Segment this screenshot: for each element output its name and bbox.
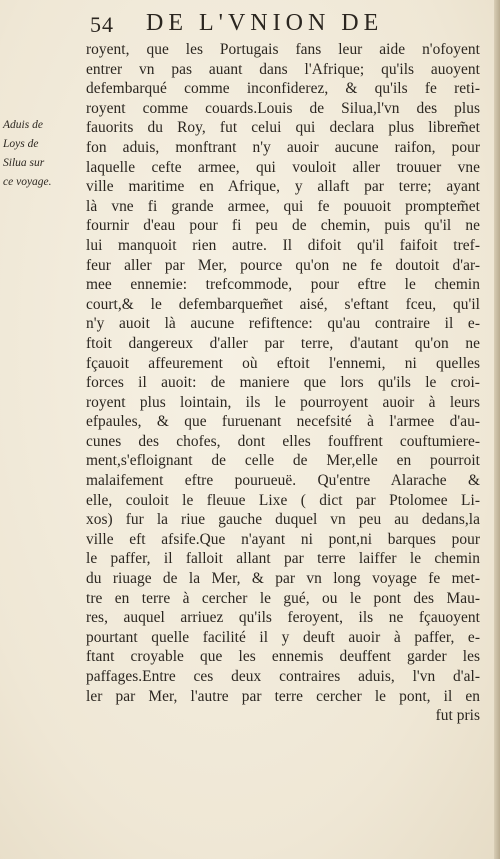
- text-line: court,& le defembarquem̃et aisé, s'eftant fceu, qu'il: [86, 295, 480, 313]
- text-line: fon aduis, monftrant n'y auoir aucune raifon, pour: [86, 138, 480, 156]
- text-line: là vne fi grande armee, qui fe pouuoit promptem̃et: [86, 197, 480, 215]
- page-header: [80, 6, 480, 44]
- text-line: feur aller par Mer, pource qu'on ne fe doutoit d'ar-: [86, 256, 480, 274]
- text-line: entrer vn pas auant dans l'Afrique; qu'ils auoyent: [86, 60, 480, 78]
- text-line: du riuage de la Mer, & par vn long voyage fe met-: [86, 570, 480, 588]
- text-line: fut pris: [435, 707, 480, 725]
- text-line: royent comme couards.Louis de Silua,l'vn des plus: [86, 99, 480, 117]
- text-line: efpaules, & que furuenant necefsité à l'armee d'au-: [86, 413, 480, 431]
- margin-note-line: Silua sur: [3, 157, 45, 169]
- text-line: lui manquoit rien autre. Il difoit qu'il faifoit tref-: [86, 236, 480, 254]
- margin-note-line: Loys de: [3, 138, 39, 150]
- text-line: ftant croyable que les ennemis deuffent garder les: [86, 648, 480, 666]
- text-line: xos) fur la riue gauche duquel vn peu au dedans,la: [86, 511, 480, 529]
- text-line: laquelle cefte armee, qui vouloit aller trouuer vne: [86, 158, 480, 176]
- text-line: ment,s'efloignant de celle de Mer,elle en pourroit: [86, 452, 480, 470]
- text-line: mee ennemie: trefcommode, pour eftre le chemin: [86, 276, 480, 294]
- text-line: royent, que les Portugais fans leur aide n'ofoyent: [86, 41, 480, 58]
- text-line: elle, couloit le fleuue Lixe ( dict par Ptolomee Li-: [86, 491, 480, 509]
- text-line: fçauoit affeurement où eftoit l'ennemi, ni quelles: [86, 354, 480, 372]
- text-line: cunes des chofes, dont elles fouffrent couftumiere-: [86, 432, 480, 450]
- running-head: DE L'VNION DE: [146, 10, 384, 36]
- text-line: paffages.Entre ces deux contraires aduis, l'vn d'al-: [86, 668, 480, 685]
- text-line: ville eft afsife.Que n'ayant ni pont,ni barques pour: [86, 530, 480, 548]
- margin-note-line: ce voyage.: [3, 176, 52, 188]
- page-number: 54: [90, 12, 114, 37]
- text-line: royent plus lointain, ils le pourroyent auoir à leurs: [86, 393, 480, 411]
- text-line: defembarqué comme inconfiderez, & qu'ils fe reti-: [86, 80, 480, 98]
- page-edge: [494, 0, 500, 859]
- text-line: le paffer, il falloit allant par terre laiffer le chemin: [86, 550, 480, 568]
- text-line: malaifement eftre pourueuë. Qu'entre Alarache &: [86, 472, 480, 490]
- text-line: ftoit dangereux d'aller par terre, d'autant qu'on ne: [86, 334, 480, 352]
- text-line: fournir d'eau pour fi peu de chemin, puis qu'il ne: [86, 217, 480, 235]
- text-line: fauorits du Roy, fut celui qui declara plus librem̃et: [86, 119, 480, 137]
- text-line: ville maritime en Afrique, y allaft par terre; ayant: [86, 178, 480, 196]
- text-line: tre en terre à cercher le gué, ou le pont des Mau-: [86, 589, 480, 607]
- margin-note-line: Aduis de: [3, 119, 43, 131]
- margin-note: [3, 116, 73, 192]
- text-line: forces il auoit: de maniere que lors qu'ils le croi-: [86, 374, 480, 392]
- text-line: res, auquel arriuez qu'ils feroyent, ils ne fçauoyent: [86, 609, 480, 627]
- text-line: n'y auoit là aucune refiftence: qu'au contraire il e-: [86, 315, 480, 333]
- text-line: pourtant quelle facilité il y deuft auoir à paffer, e-: [86, 628, 480, 646]
- body-text: [86, 40, 480, 726]
- text-line: ler par Mer, l'autre par terre cercher le pont, il en: [86, 687, 480, 705]
